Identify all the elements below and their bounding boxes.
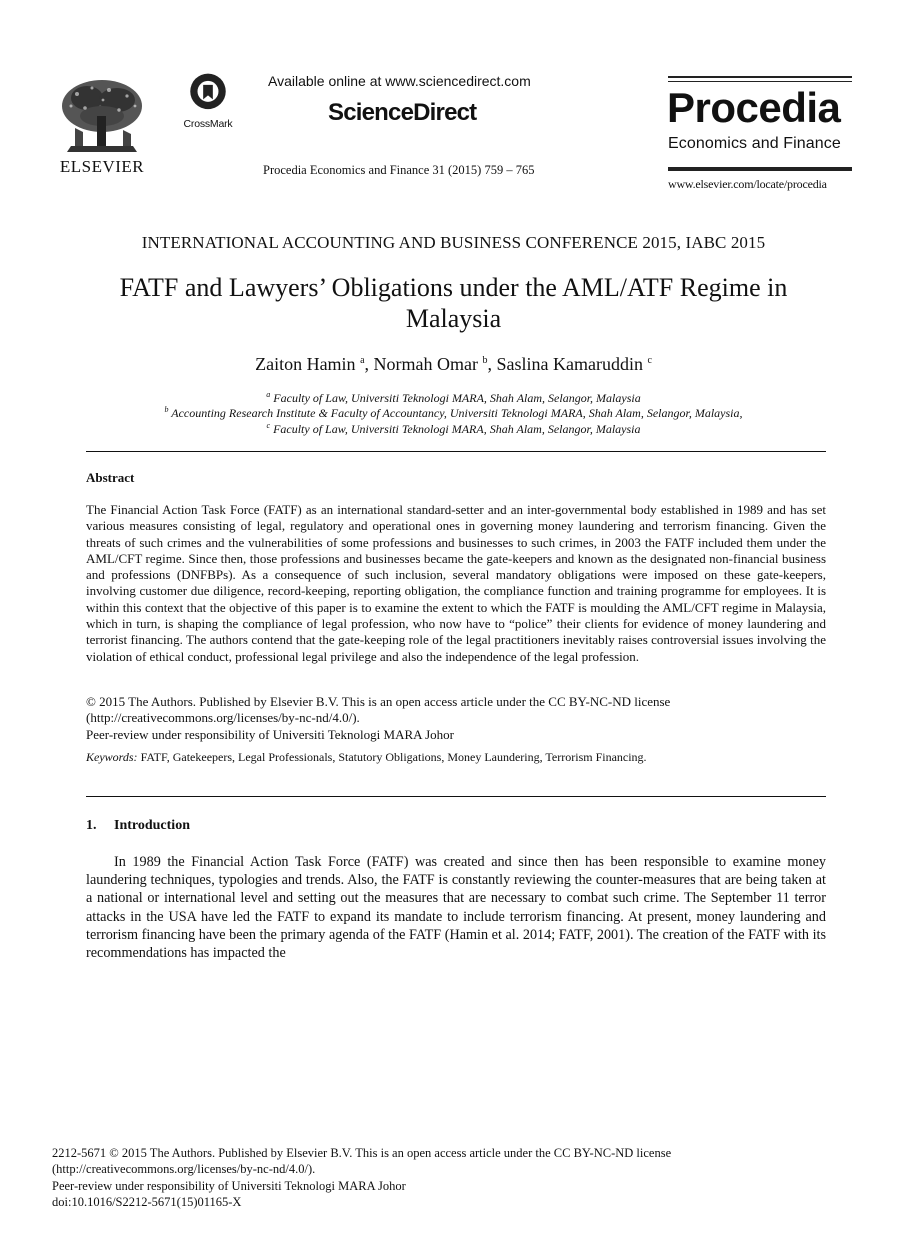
conference-name: INTERNATIONAL ACCOUNTING AND BUSINESS CONFERENCE 2015, IABC 2015 bbox=[141, 233, 766, 252]
author-name: Saslina Kamaruddin bbox=[496, 354, 643, 374]
crossmark-label[interactable]: CrossMark bbox=[183, 118, 233, 130]
author-list: Zaiton Hamin $^a$, Normah Omar $^b$, Saslina Kamaruddin $^c$ bbox=[255, 354, 652, 374]
affiliation bbox=[0, 390, 907, 406]
footer-doi[interactable]: doi:10.1016/S2212-5671(15)01165-X bbox=[52, 1194, 242, 1209]
footer-license-link[interactable]: (http://creativecommons.org/licenses/by-nc-nd/4.0/). bbox=[52, 1162, 316, 1177]
keywords bbox=[86, 750, 647, 765]
affiliation-sup: a bbox=[266, 390, 271, 399]
footer-peer-review: Peer-review under responsibility of Universiti Teknologi MARA Johor bbox=[52, 1178, 406, 1193]
section-title: Introduction bbox=[114, 818, 190, 833]
crossmark-icon[interactable] bbox=[180, 72, 236, 122]
affiliation-sup: c bbox=[266, 421, 271, 430]
procedia-url[interactable]: www.elsevier.com/locate/procedia bbox=[668, 177, 827, 191]
affiliation bbox=[0, 405, 907, 421]
footer-issn-license: 2212-5671 © 2015 The Authors. Published by Elsevier B.V. This is an open access article under the CC BY-NC-ND license bbox=[52, 1146, 672, 1160]
abstract-body: The Financial Action Task Force (FATF) as an international standard-setter and an inter-governmental body established in 1989 and has set various measures consisting of legal, regulatory and operational ones in governing money laundering and terrorism financing. Given the threats of such crimes and the vulnerabilities of some professions and businesses to such crimes, in 2003 the FATF included them under the AML/CFT regime. Since then, those professions and businesses became the gate-keepers and known as the designated non-financial business and professions (DNFBPs). As a consequence of such inclusion, several mandatory obligations were imposed on these gate-keepers, involving customer due diligence, record-keeping, reporting obligation, the compliance function and training programme for employees. It is within this context that the objective of this paper is to examine the extent to which the FATF is moulding the AML/CFT regime in Malaysia, which in turn, is shaping the compliance of legal profession, who now have to “police” their clients for evidence of money laundering and terrorist financing. The authors contend that the gate-keeping role of the legal practitioners inevitably raises controversial issues involving the violation of ethical conduct, professional legal privilege and also the independence of the legal profession. bbox=[86, 502, 826, 664]
procedia-rule-bottom bbox=[668, 167, 852, 171]
abstract-heading: Abstract bbox=[86, 470, 135, 485]
author-name: Normah Omar bbox=[373, 354, 478, 374]
divider bbox=[86, 796, 826, 797]
license-statement bbox=[86, 694, 670, 743]
section-number: 1. bbox=[86, 818, 97, 833]
license-line: © 2015 The Authors. Published by Elsevier B.V. This is an open access article under the CC BY-NC-ND license bbox=[86, 694, 671, 709]
affiliation-text: Faculty of Law, Universiti Teknologi MARA, Shah Alam, Selangor, Malaysia bbox=[273, 422, 641, 436]
elsevier-wordmark: ELSEVIER bbox=[59, 157, 145, 176]
paper-title: FATF and Lawyers’ Obligations under the AML/ATF Regime in Malaysia bbox=[119, 273, 788, 333]
author-name: Zaiton Hamin bbox=[255, 354, 356, 374]
affiliation-text: Accounting Research Institute & Faculty of Accountancy, Universiti Teknologi MARA, Shah Alam, Selangor, Malaysia, bbox=[171, 406, 743, 420]
journal-reference: Procedia Economics and Finance 31 (2015) 759 – 765 bbox=[263, 163, 535, 177]
author-sup: c bbox=[647, 355, 652, 366]
section-heading bbox=[86, 818, 190, 834]
elsevier-tree-icon bbox=[57, 76, 147, 156]
license-link[interactable]: (http://creativecommons.org/licenses/by-nc-nd/4.0/). bbox=[86, 710, 360, 726]
author-sup: b bbox=[482, 355, 488, 366]
introduction-body: In 1989 the Financial Action Task Force (FATF) was created and since then has been responsible to examine money laundering techniques, typologies and trends. Also, the FATF is constantly reviewing the counter-measures that are being taken at a national or international level and setting out the measures that are necessary to combat such crime. The September 11 terror attacks in the USA have led the FATF to expand its mandate to include terrorism financing. At present, money laundering and terrorism financing have been the primary agenda of the FATF (Hamin et al. 2014; FATF, 2001). The creation of the FATF with its recommendations has impacted the bbox=[86, 854, 826, 962]
available-online-text: Available online at www.sciencedirect.com bbox=[268, 73, 531, 89]
procedia-rule-top-thin bbox=[668, 81, 852, 82]
keywords-label: Keywords: bbox=[86, 750, 138, 764]
sciencedirect-logo: ScienceDirect bbox=[328, 99, 477, 126]
procedia-subtitle: Economics and Finance bbox=[668, 135, 841, 152]
author-sup: a bbox=[360, 355, 365, 366]
peer-review-line: Peer-review under responsibility of Universiti Teknologi MARA Johor bbox=[86, 726, 454, 742]
affiliation bbox=[0, 421, 907, 437]
affiliation-text: Faculty of Law, Universiti Teknologi MARA, Shah Alam, Selangor, Malaysia bbox=[273, 391, 641, 405]
procedia-title: Procedia bbox=[667, 84, 841, 131]
affiliation-sup: b bbox=[164, 405, 169, 414]
divider bbox=[86, 451, 826, 452]
footer-notice bbox=[52, 1145, 671, 1210]
procedia-rule-top bbox=[668, 76, 852, 78]
keywords-list: FATF, Gatekeepers, Legal Professionals, Statutory Obligations, Money Laundering, Terrorism Financing. bbox=[140, 750, 647, 764]
